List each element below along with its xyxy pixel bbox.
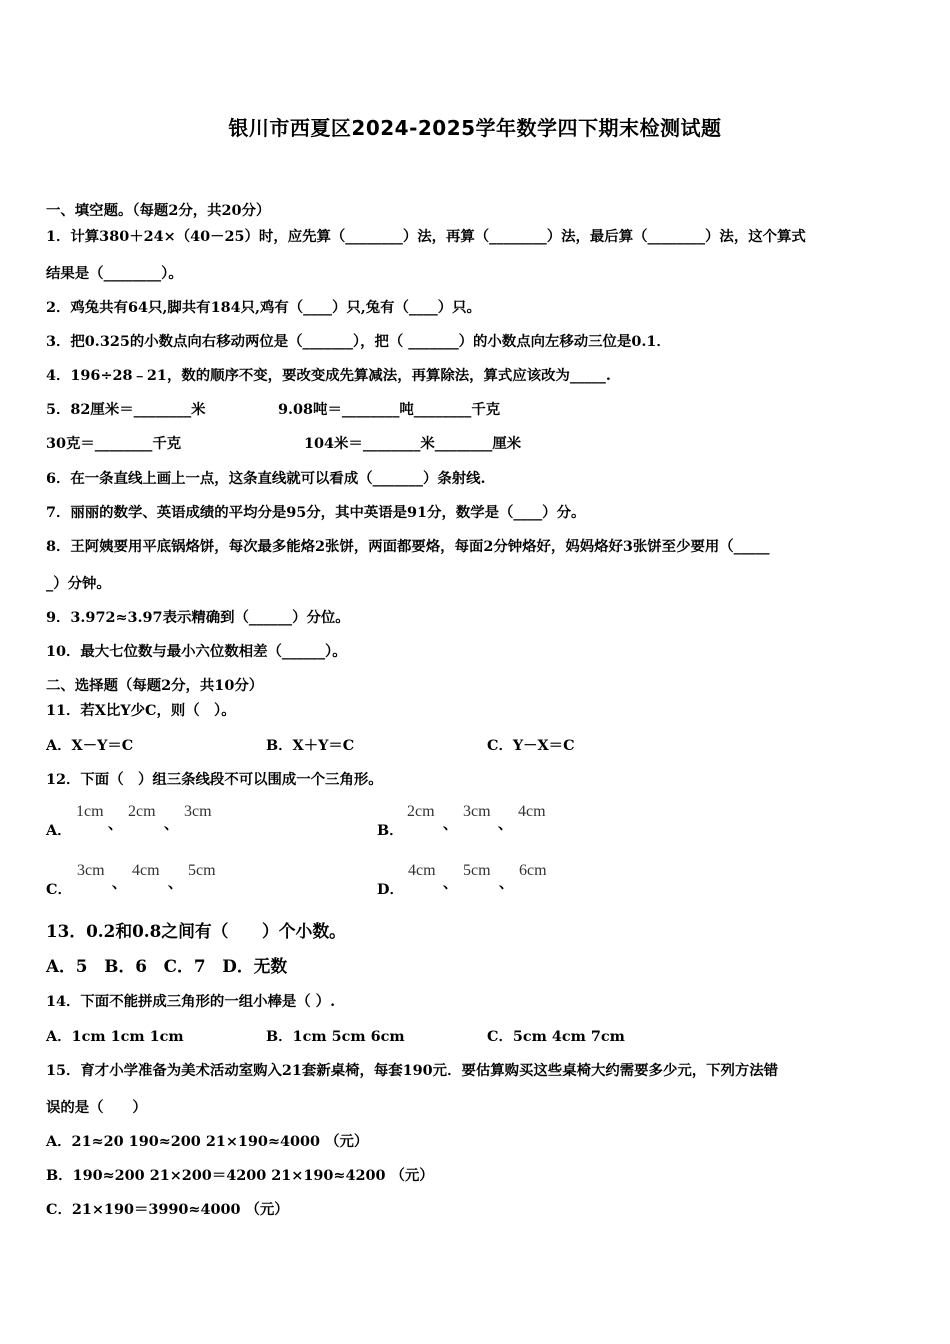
question-14-stem: 14．下面不能拼成三角形的一组小棒是（ ）.	[46, 993, 336, 1010]
separator: 、	[443, 816, 458, 833]
separator: 、	[112, 875, 127, 892]
segment-length: 5cm	[188, 862, 216, 879]
question-12-stem: 12．下面（ ）组三条线段不可以围成一个三角形。	[46, 771, 383, 788]
question-4: 4．196÷28﹣21，数的顺序不变，要改变成先算减法，再算除法，算式应该改为_____.	[46, 367, 611, 384]
question-5b: 9.08吨＝________吨________千克	[278, 401, 501, 418]
question-15-option-c[interactable]: C．21×190＝3990≈4000 （元）	[46, 1201, 289, 1218]
question-14-option-b[interactable]: B．1cm 5cm 6cm	[266, 1028, 405, 1045]
segment-length: 4cm	[132, 862, 160, 879]
segment-length: 2cm	[407, 803, 435, 820]
separator: 、	[108, 816, 123, 833]
segment-length: 3cm	[463, 803, 491, 820]
segment-length: 4cm	[408, 862, 436, 879]
page-title: 银川市西夏区2024-2025学年数学四下期末检测试题	[228, 116, 722, 140]
question-15-stem-line1: 15．育才小学准备为美术活动室购入21套新桌椅，每套190元．要估算购买这些桌椅大约需要多少元，下列方法错	[46, 1062, 779, 1079]
segment-length: 4cm	[518, 803, 546, 820]
section2-heading: 二、选择题（每题2分，共10分）	[46, 677, 264, 694]
question-6: 6．在一条直线上画上一点，这条直线就可以看成（_______）条射线.	[46, 470, 486, 487]
question-11-stem: 11．若X比Y少C，则（ ）。	[46, 702, 236, 719]
question-13-stem: 13．0.2和0.8之间有（ ）个小数。	[46, 921, 346, 941]
segment-length: 1cm	[76, 803, 104, 820]
question-11-option-a[interactable]: A．X－Y＝C	[46, 737, 134, 754]
question-2: 2．鸡兔共有64只,脚共有184只,鸡有（____）只,兔有（____）只。	[46, 299, 481, 316]
question-5c: 30克＝________千克	[46, 435, 182, 452]
question-5d: 104米＝________米________厘米	[304, 435, 522, 452]
question-13-options[interactable]: A．5 B．6 C．7 D．无数	[46, 956, 288, 976]
option-label: A．	[46, 822, 72, 839]
question-8-line1: 8．王阿姨要用平底锅烙饼，每次最多能烙2张饼，两面都要烙，每面2分钟烙好，妈妈烙好3张饼至少要用（_____	[46, 538, 770, 555]
section1-heading: 一、填空题。（每题2分，共20分）	[46, 202, 271, 219]
question-14-option-a[interactable]: A．1cm 1cm 1cm	[46, 1028, 184, 1045]
question-11-option-b[interactable]: B．X＋Y＝C	[266, 737, 355, 754]
question-9: 9．3.972≈3.97表示精确到（______）分位。	[46, 609, 350, 626]
segment-length: 6cm	[519, 862, 547, 879]
segment-length: 3cm	[184, 803, 212, 820]
question-1-line2: 结果是（________）。	[46, 265, 183, 282]
question-15-option-a[interactable]: A．21≈20 190≈200 21×190≈4000 （元）	[46, 1133, 369, 1150]
segment-length: 3cm	[77, 862, 105, 879]
question-11-option-c[interactable]: C．Y－X＝C	[487, 737, 575, 754]
option-label: D．	[377, 881, 404, 898]
segment-length: 5cm	[463, 862, 491, 879]
option-label: C．	[46, 881, 72, 898]
question-15-stem-line2: 误的是（ ）	[46, 1099, 147, 1116]
segment-length: 2cm	[128, 803, 156, 820]
question-15-option-b[interactable]: B．190≈200 21×200＝4200 21×190≈4200 （元）	[46, 1167, 434, 1184]
separator: 、	[168, 875, 183, 892]
question-14-option-c[interactable]: C．5cm 4cm 7cm	[487, 1028, 625, 1045]
separator: 、	[499, 875, 514, 892]
question-10: 10．最大七位数与最小六位数相差（______）。	[46, 643, 347, 660]
question-8-line2: _）分钟。	[46, 575, 111, 592]
separator: 、	[443, 875, 458, 892]
question-1-line1: 1．计算380＋24×（40－25）时，应先算（________）法，再算（________）法，最后算（________）法，这个算式	[46, 228, 806, 245]
question-3: 3．把0.325的小数点向右移动两位是（_______），把（ _______）的小数点向左移动三位是0.1．	[46, 333, 671, 350]
option-label: B．	[377, 822, 404, 839]
question-5a: 5．82厘米＝________米	[46, 401, 206, 418]
question-7: 7．丽丽的数学、英语成绩的平均分是95分，其中英语是91分，数学是（____）分。	[46, 504, 586, 521]
separator: 、	[164, 816, 179, 833]
separator: 、	[498, 816, 513, 833]
